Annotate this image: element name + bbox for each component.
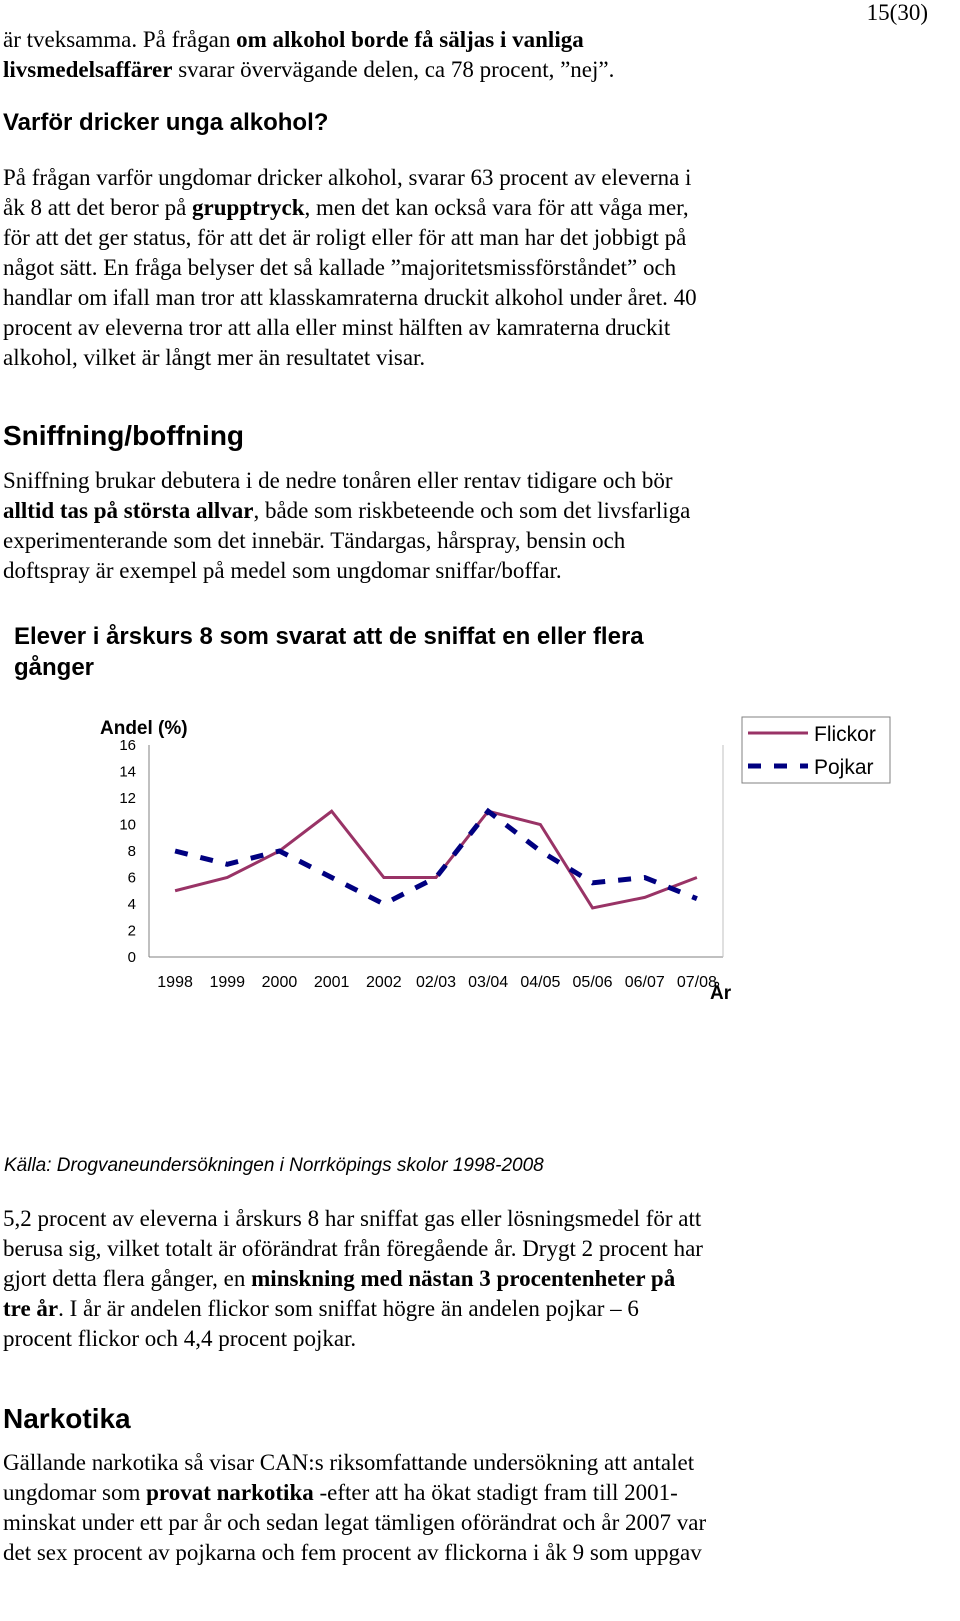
text-line [3,496,690,526]
text-run: alkohol, vilket är långt mer än resultatet visar. [3,345,426,370]
text-run: det sex procent av pojkarna och fem procent av flickorna i åk 9 som uppgav [3,1540,702,1565]
sniff-paragraph [3,466,690,586]
y-tick-label: 16 [119,737,136,754]
text-run: -efter att ha ökat stadigt fram till 2001- [313,1480,678,1505]
emphasis-text: provat narkotika [146,1480,314,1505]
why-paragraph [3,163,697,373]
text-line [3,1234,703,1264]
emphasis-text: om alkohol borde få säljas i vanliga [236,27,584,52]
text-line [3,1478,706,1508]
sniffing-line-chart [0,700,960,1020]
text-run: Gällande narkotika så visar CAN:s riksomfattande undersökning att antalet [3,1450,695,1475]
legend-label: Flickor [814,723,876,746]
y-tick-label: 4 [127,896,136,913]
text-line [3,1324,703,1354]
text-run: gjort detta flera gånger, en [3,1266,252,1291]
text-run: är tveksamma. På frågan [3,27,237,52]
text-line [3,163,697,193]
page-number: 15(30) [866,0,928,25]
text-run: , både som riskbeteende och som det livsfarliga [253,498,691,523]
text-run: , men det kan också vara för att våga mer, [304,195,689,220]
text-run: ungdomar som [3,1480,147,1505]
x-tick-label: 07/08 [676,974,717,991]
text-run: . I år är andelen flickor som sniffat högre än andelen pojkar – 6 [58,1296,639,1321]
text-line [3,1294,703,1324]
legend-label: Pojkar [814,756,874,779]
text-run: procent flickor och 4,4 procent pojkar. [3,1326,357,1351]
y-tick-label: 0 [127,949,136,966]
text-line [3,55,614,85]
text-line [3,343,697,373]
text-line [3,1538,706,1568]
y-axis-label: Andel (%) [100,718,188,739]
text-line [3,1264,703,1294]
x-axis-label: År [710,983,732,1004]
text-line [3,1204,703,1234]
emphasis-text: grupptryck [192,195,305,220]
text-line [3,526,690,556]
text-run: 5,2 procent av eleverna i årskurs 8 har sniffat gas eller lösningsmedel för att [3,1206,702,1231]
y-tick-label: 12 [119,790,136,807]
text-run: doftspray är exempel på medel som ungdomar sniffar/boffar. [3,558,562,583]
text-run: svarar övervägande delen, ca 78 procent, ”nej”. [172,57,615,82]
text-line [3,283,697,313]
text-line [3,466,690,496]
text-run: På frågan varför ungdomar dricker alkohol, svarar 63 procent av eleverna i [3,165,692,190]
x-tick-label: 1999 [209,974,246,991]
text-line [3,193,697,223]
text-run: åk 8 att det beror på [3,195,193,220]
text-run: något sätt. En fråga belyser det så kallade ”majoritetsmissförståndet” och [3,255,677,280]
emphasis-text: minskning med nästan 3 procentenheter på [251,1266,676,1291]
emphasis-text: livsmedelsaffärer [3,57,173,82]
x-tick-label: 2002 [366,974,402,991]
result-paragraph [3,1204,703,1354]
y-tick-label: 10 [119,816,136,834]
heading-sniffning: Sniffning/boffning [3,420,245,451]
text-run: Sniffning brukar debutera i de nedre tonåren eller rentav tidigare och bör [3,468,673,493]
x-tick-label: 04/05 [520,974,561,991]
chart-title-line: Elever i årskurs 8 som svarat att de sniffat en eller flera [14,623,644,650]
text-run: minskat under ett par år och sedan legat tämligen oförändrat och år 2007 var [3,1510,707,1535]
text-line [3,253,697,283]
narkotika-paragraph [3,1448,706,1568]
x-tick-label: 06/07 [624,974,665,991]
text-run: handlar om ifall man tror att klasskamraterna druckit alkohol under året. 40 [3,285,697,310]
text-run: för att det ger status, för att det är roligt eller för att man har det jobbigt på [3,225,687,250]
x-tick-label: 1998 [157,974,193,991]
emphasis-text: tre år [3,1296,59,1321]
source-note: Källa: Drogvaneundersökningen i Norrköpings skolor 1998-2008 [4,1155,544,1176]
heading-narkotika: Narkotika [3,1403,131,1434]
text-line [3,25,614,55]
y-tick-label: 8 [127,843,136,860]
x-tick-label: 03/04 [468,974,509,991]
y-tick-label: 2 [127,922,136,940]
text-line [3,1448,706,1478]
text-run: berusa sig, vilket totalt är oförändrat från föregående år. Drygt 2 procent har [3,1236,703,1261]
series-line-pojkar [175,811,697,904]
text-line [3,223,697,253]
text-run: procent av eleverna tror att alla eller minst hälften av kamraterna druckit [3,315,671,340]
text-line [3,1508,706,1538]
chart-title-line: gånger [14,654,95,681]
x-tick-label: 2000 [261,974,298,991]
x-tick-label: 05/06 [572,974,613,991]
text-line [3,556,690,586]
y-tick-label: 14 [119,763,136,781]
chart-title [14,621,644,683]
text-line [3,313,697,343]
heading-why-drink: Varför dricker unga alkohol? [3,109,329,136]
text-run: experimenterande som det innebär. Tändargas, hårspray, bensin och [3,528,626,553]
x-tick-label: 2001 [313,974,350,991]
y-tick-label: 6 [127,869,136,887]
intro-paragraph [3,25,614,85]
emphasis-text: alltid tas på största allvar [3,498,254,523]
x-tick-label: 02/03 [415,974,457,991]
